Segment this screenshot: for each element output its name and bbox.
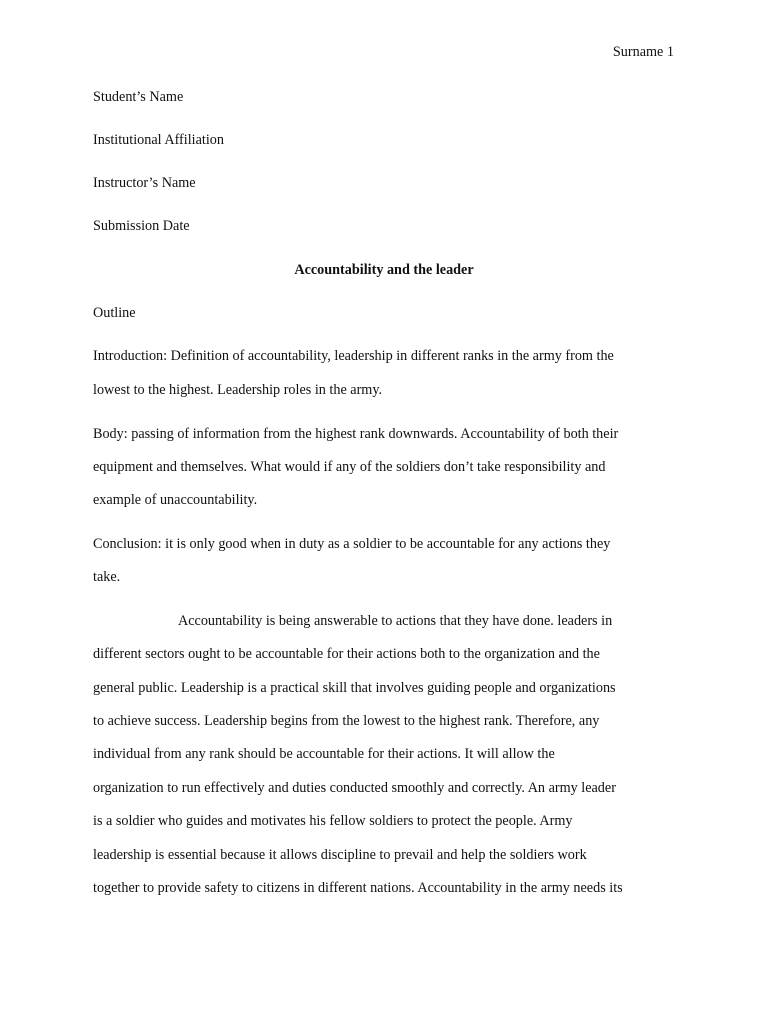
paragraph-line: together to provide safety to citizens in different nations. Accountability in the army needs its (93, 880, 623, 896)
instructor-name: Instructor’s Name (93, 175, 196, 191)
outline-conclusion-line: Conclusion: it is only good when in duty as a soldier to be accountable for any actions they (93, 536, 611, 552)
paragraph-line: leadership is essential because it allows discipline to prevail and help the soldiers work (93, 847, 587, 863)
paragraph-line: different sectors ought to be accountable for their actions both to the organization and the (93, 646, 600, 662)
paragraph-line: to achieve success. Leadership begins from the lowest to the highest rank. Therefore, any (93, 713, 600, 729)
student-name: Student’s Name (93, 89, 184, 105)
submission-date: Submission Date (93, 218, 190, 234)
running-head: Surname 1 (612, 44, 674, 60)
outline-introduction-line: lowest to the highest. Leadership roles in the army. (93, 382, 383, 398)
outline-body-line: Body: passing of information from the highest rank downwards. Accountability of both their (93, 426, 619, 442)
paragraph-line: general public. Leadership is a practical skill that involves guiding people and organizations (93, 680, 616, 696)
outline-body-line: example of unaccountability. (93, 492, 258, 508)
outline-introduction-line: Introduction: Definition of accountability, leadership in different ranks in the army from the (93, 348, 614, 364)
paragraph-line: individual from any rank should be accountable for their actions. It will allow the (93, 746, 555, 762)
institutional-affiliation: Institutional Affiliation (93, 132, 224, 148)
outline-body-line: equipment and themselves. What would if any of the soldiers don’t take responsibility and (93, 459, 606, 475)
outline-label: Outline (93, 305, 136, 321)
outline-conclusion-line: take. (93, 569, 121, 585)
paragraph-line: Accountability is being answerable to actions that they have done. leaders in (178, 613, 613, 629)
paper-title: Accountability and the leader (294, 262, 474, 278)
paragraph-line: organization to run effectively and duties conducted smoothly and correctly. An army leader (93, 780, 616, 796)
paragraph-line: is a soldier who guides and motivates his fellow soldiers to protect the people. Army (93, 813, 573, 829)
